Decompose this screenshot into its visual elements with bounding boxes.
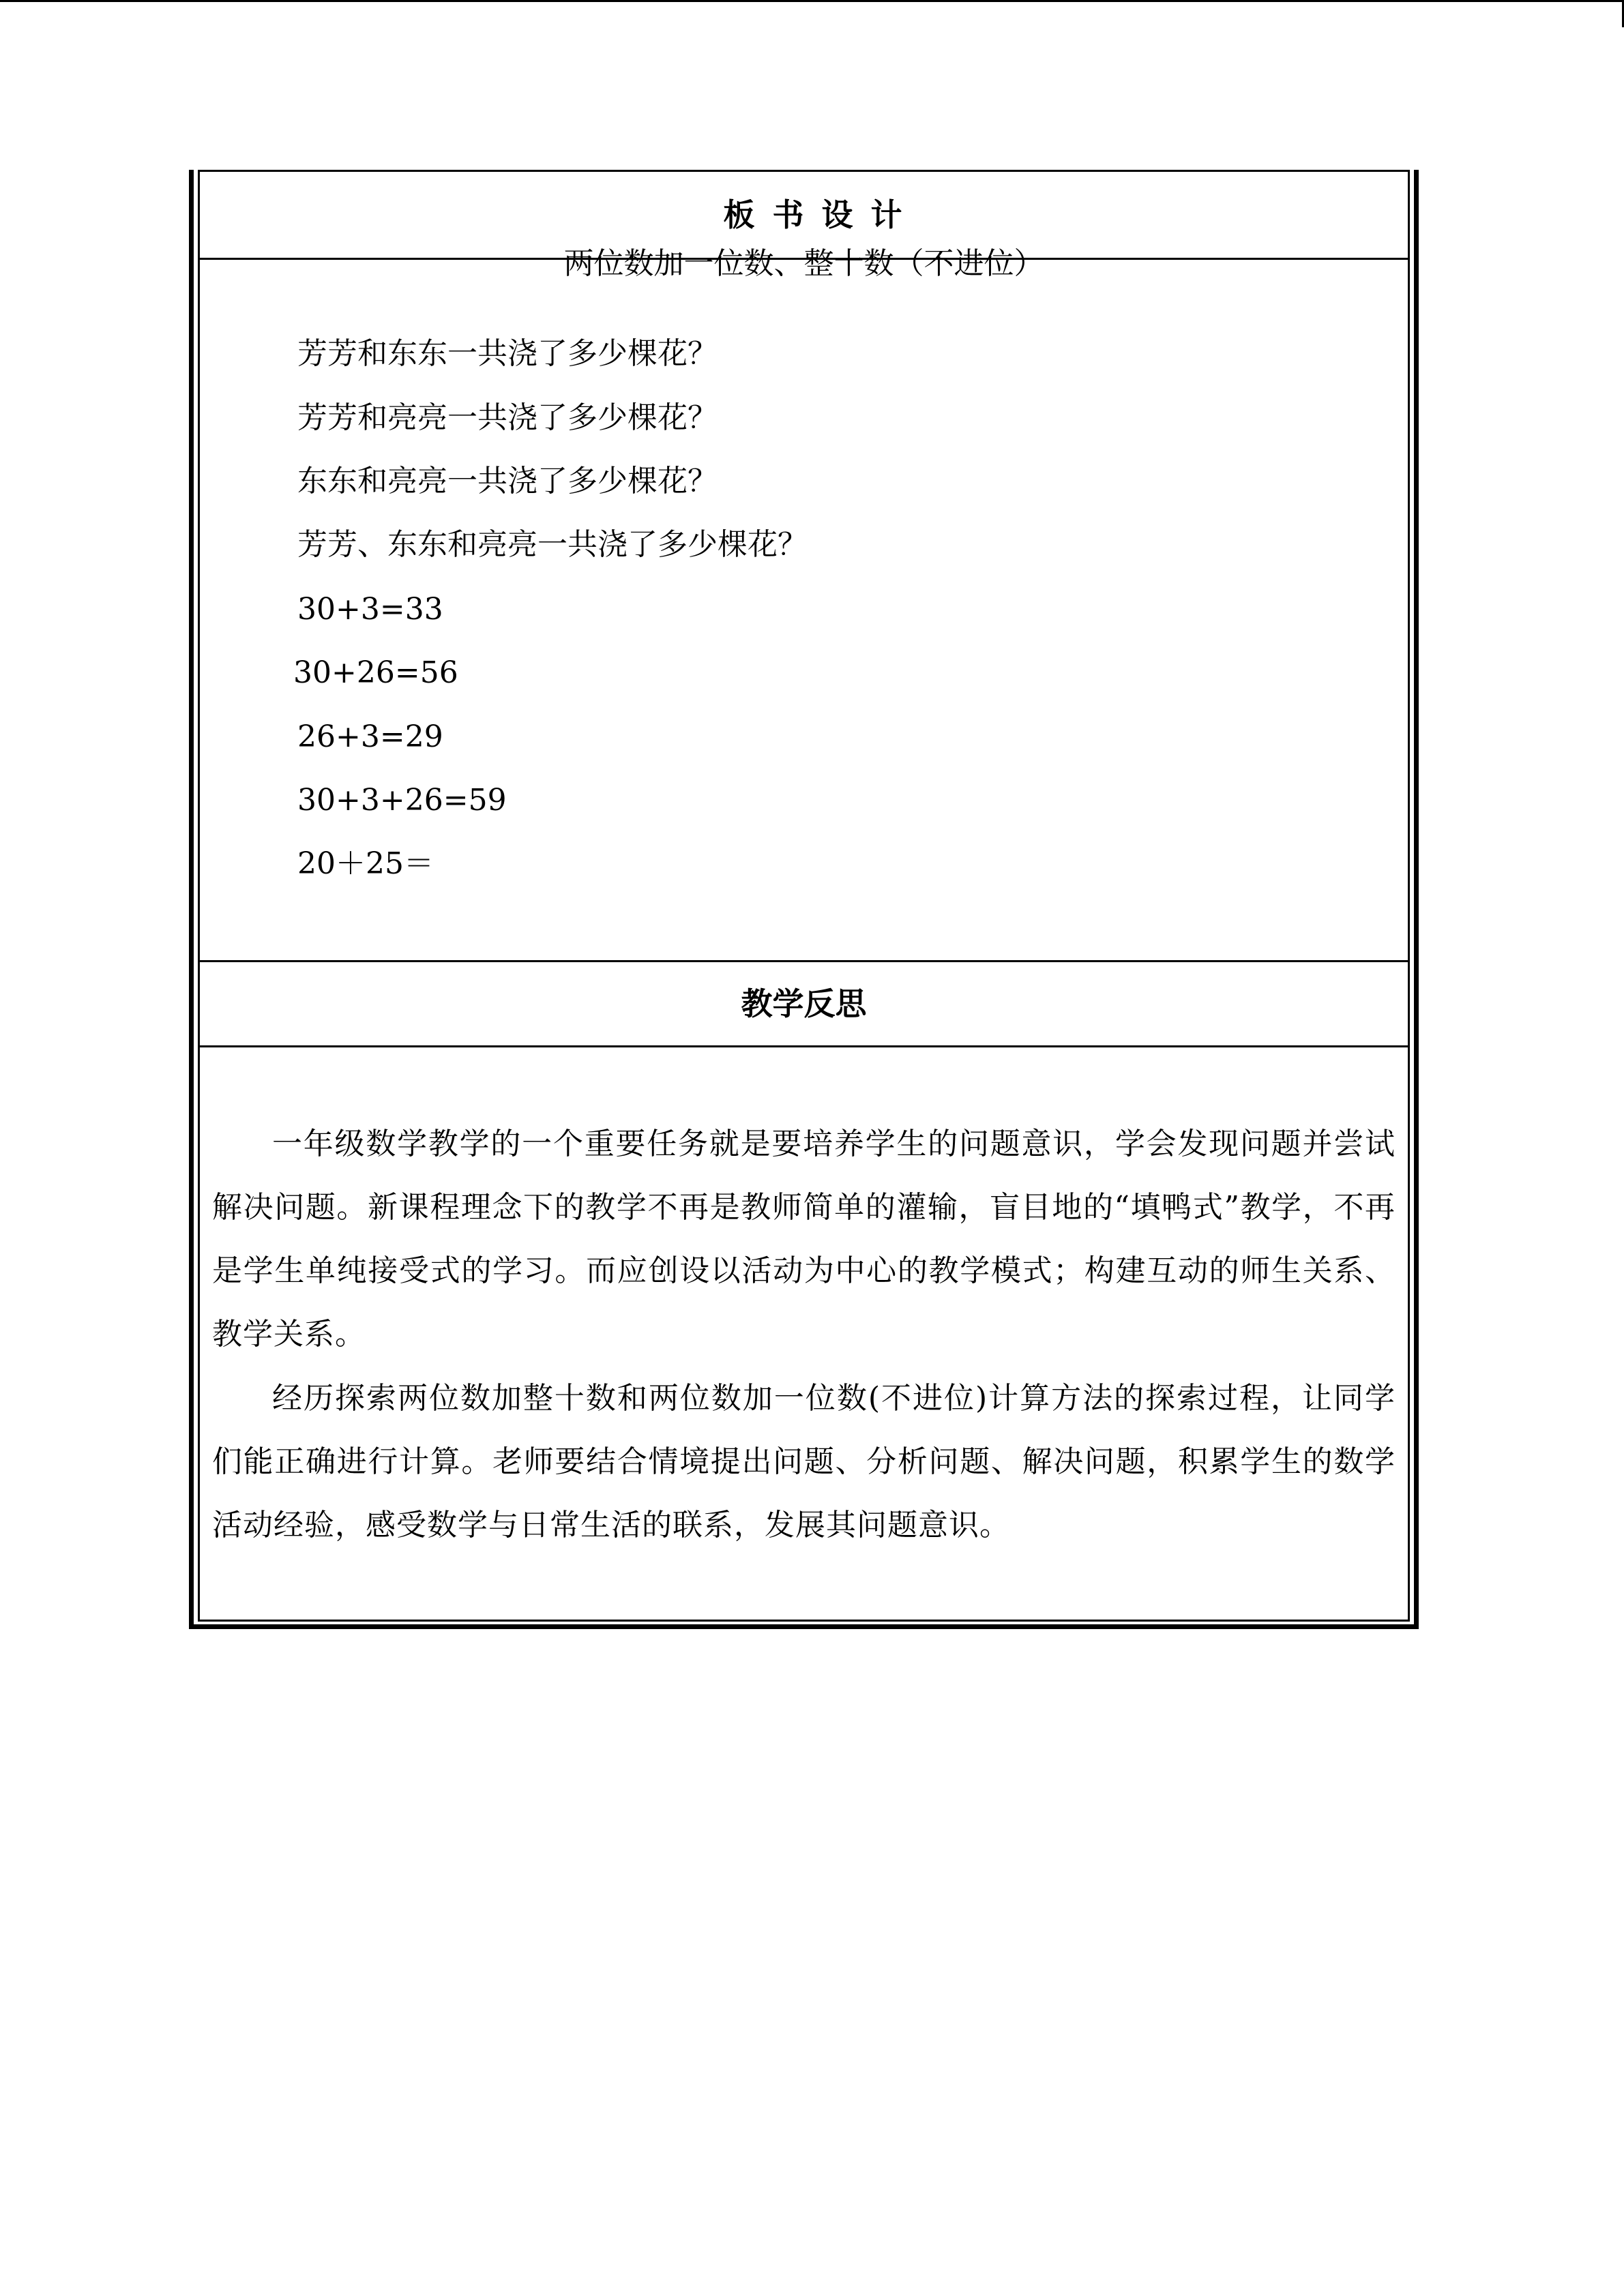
equation-5: 20＋25＝ [297, 846, 434, 881]
equation-4: 30+3+26=59 [297, 783, 507, 818]
board-line-1: 芳芳和东东一共浇了多少棵花？ [297, 336, 718, 371]
equation-2: 30+26=56 [293, 655, 458, 690]
reflection-paragraph-1: 一年级数学教学的一个重要任务就是要培养学生的问题意识，学会发现问题并尝试解决问题。新课程理念下的教学不再是教师简单的灌输，盲目地的“填鸭式”教学，不再是学生单纯接受式的学习。而应创设以活动为中心的教学模式；构建互动的师生关系、教学关系。 [212, 1127, 1396, 1352]
board-design-header-row [200, 172, 1408, 258]
board-design-title: 两位数加一位数、整十数（不进位） [563, 246, 1044, 281]
lesson-table [198, 170, 1410, 1622]
equation-3: 26+3=29 [297, 719, 443, 754]
board-line-2: 芳芳和亮亮一共浇了多少棵花？ [297, 400, 718, 435]
board-line-3: 东东和亮亮一共浇了多少棵花？ [297, 464, 718, 498]
board-line-4: 芳芳、东东和亮亮一共浇了多少棵花？ [297, 527, 808, 562]
page-top-border [0, 0, 1624, 2]
row-divider [200, 1045, 1408, 1047]
equation-1: 30+3=33 [297, 592, 443, 627]
row-divider [200, 960, 1408, 962]
reflection-heading: 教学反思 [741, 985, 867, 1022]
reflection-paragraph-2: 经历探索两位数加整十数和两位数加一位数(不进位)计算方法的探索过程，让同学们能正确进行计算。老师要结合情境提出问题、分析问题、解决问题，积累学生的数学活动经验，感受数学与日常生活的联系，发展其问题意识。 [212, 1381, 1396, 1542]
board-design-heading: 板书设计 [723, 196, 920, 233]
